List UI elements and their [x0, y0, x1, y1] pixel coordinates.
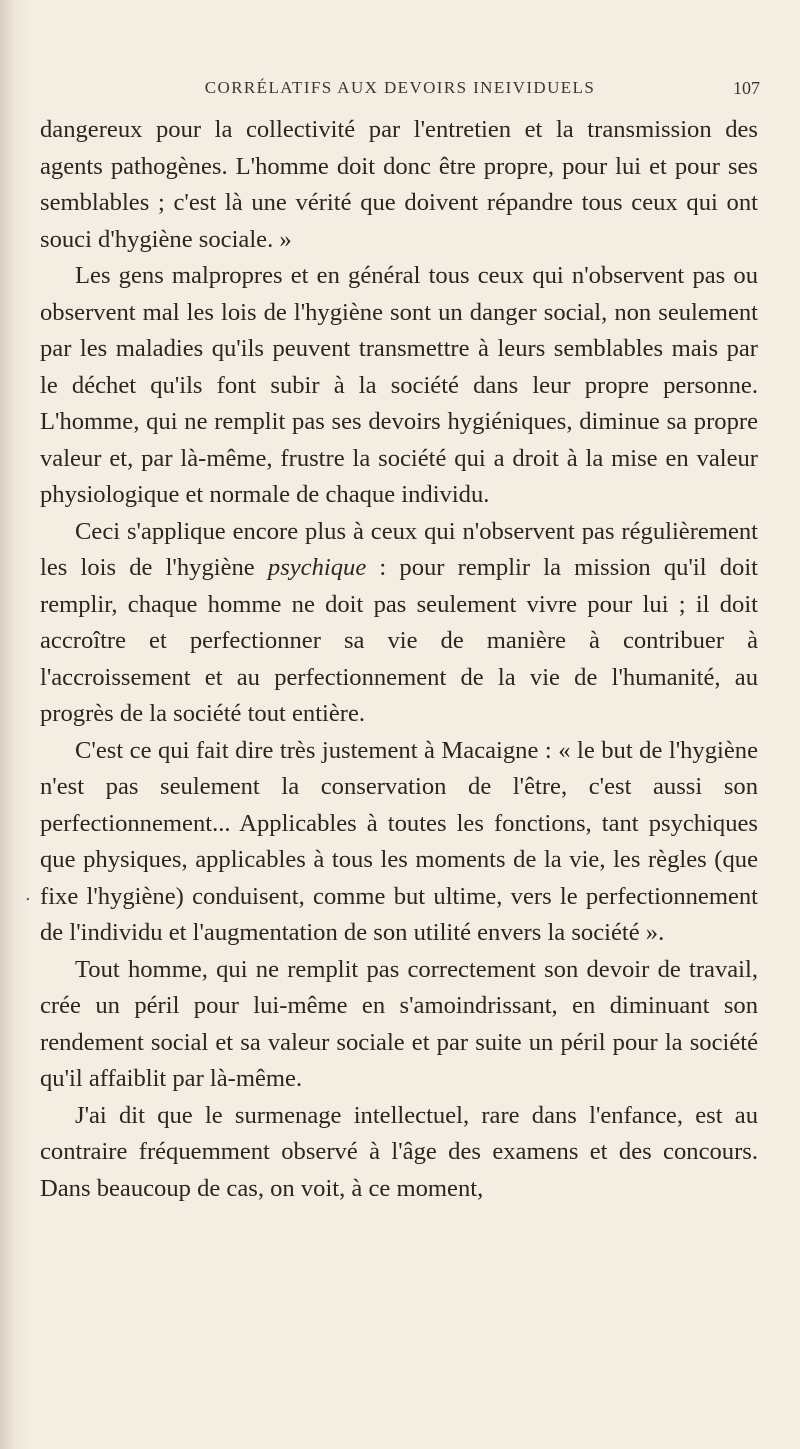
paragraph-5: Tout homme, qui ne remplit pas correctement son devoir de travail, crée un péril pour lui-même en s'amoindrissant, en diminuant son rendement social et sa valeur sociale et par suite un péril pour la société qu'il affaiblit par là-même. — [40, 955, 758, 1092]
paragraph-3-after: : pour remplir la mission qu'il doit remplir, chaque homme ne doit pas seulement vivre pour lui ; il doit accroître et perfectionner sa vie de manière à contribuer à l'accroissement et au perfectionnement de la vie de l'humanité, au progrès de la société tout entière. — [40, 554, 758, 727]
paragraph-2: Les gens malpropres et en général tous ceux qui n'observent pas ou observent mal les lois de l'hygiène sont un danger social, non seulement par les maladies qu'ils peuvent transmettre à leurs semblables mais par le déchet qu'ils font subir à la société dans leur propre personne. L'homme, qui ne remplit pas ses devoirs hygiéniques, diminue sa propre valeur et, par là-même, frustre la société qui a droit à la mise en valeur physiologique et normale de chaque individu. — [40, 262, 758, 508]
page-body — [40, 112, 758, 1207]
page-number: 107 — [733, 78, 760, 98]
paragraph-3 — [40, 514, 758, 733]
margin-mark: . — [25, 884, 31, 905]
paragraph-4: C'est ce qui fait dire très justement à Macaigne : « le but de l'hygiène n'est pas seulement la conservation de l'être, c'est aussi son perfectionnement... Applicables à toutes les fonctions, tant psychiques que physiques, applicables à tous les moments de la vie, les règles (que fixe l'hygiène) conduisent, comme but ultime, vers le perfectionnement de l'individu et l'augmentation de son utilité envers la société ». — [40, 736, 758, 946]
running-head: CORRÉLATIFS AUX DEVOIRS INEIVIDUELS — [204, 78, 596, 97]
paragraph-3-before: Ceci s'applique encore plus à ceux qui n'observent pas régulièrement les lois de l'hygiène — [40, 517, 758, 581]
page-header — [40, 78, 760, 104]
paragraph-6: J'ai dit que le surmenage intellectuel, rare dans l'enfance, est au contraire fréquemment observé à l'âge des examens et des concours. Dans beaucoup de cas, on voit, à ce moment, — [40, 1101, 758, 1202]
italic-psychique: psychique — [267, 554, 367, 581]
paragraph-1: dangereux pour la collectivité par l'entretien et la transmission des agents pathogènes. L'homme doit donc être propre, pour lui et pour ses semblables ; c'est là une vérité que doivent répandre tous ceux qui ont souci d'hygiène sociale. » — [40, 116, 758, 253]
